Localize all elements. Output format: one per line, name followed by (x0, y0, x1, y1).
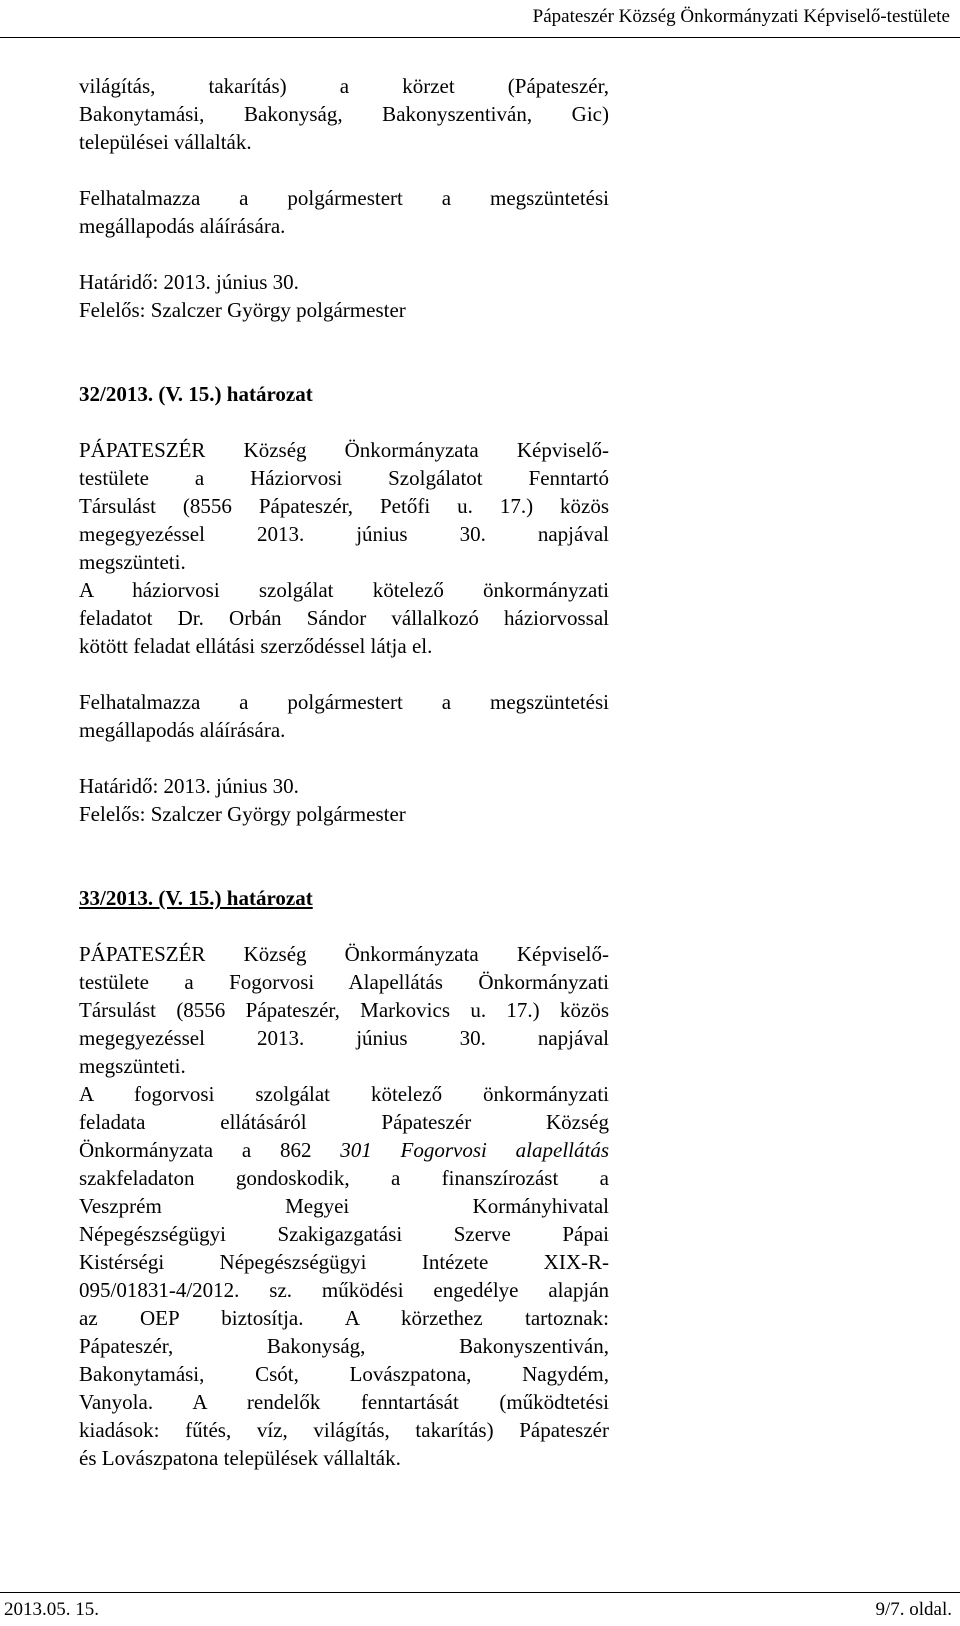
page-footer (0, 1592, 960, 1626)
text-line: feladata ellátásáról Pápateszér Község (79, 1110, 609, 1134)
text-line: PÁPATESZÉR Község Önkormányzata Képviselő- (79, 438, 609, 462)
text-line: megállapodás aláírására. (79, 214, 286, 238)
text-line: világítás, takarítás) a körzet (Pápateszér, (79, 74, 609, 98)
text-line: A háziorvosi szolgálat kötelező önkormányzati (79, 578, 609, 602)
text-line: Vanyola. A rendelők fenntartását (működtetési (79, 1390, 609, 1414)
text-line: Bakonytamási, Csót, Lovászpatona, Nagydém, (79, 1362, 609, 1386)
text-line: megegyezéssel 2013. június 30. napjával (79, 1026, 609, 1050)
text-line: az OEP biztosítja. A körzethez tartoznak: (79, 1306, 609, 1330)
text-line: Veszprém Megyei Kormányhivatal (79, 1194, 609, 1218)
page-header (0, 0, 960, 38)
text-line: Népegészségügyi Szakigazgatási Szerve Pápai (79, 1222, 609, 1246)
text-line: települései vállalták. (79, 130, 252, 154)
text-line: megszünteti. (79, 550, 186, 574)
deadline: Határidő: 2013. június 30. (79, 774, 299, 798)
text-line: Kistérségi Népegészségügyi Intézete XIX-R- (79, 1250, 609, 1274)
text-line: kötött feladat ellátási szerződéssel látja el. (79, 634, 433, 658)
resolution-heading: 33/2013. (V. 15.) határozat (79, 886, 313, 910)
italic-text: 301 Fogorvosi alapellátás (340, 1138, 609, 1162)
text-line: testülete a Fogorvosi Alapellátás Önkormányzati (79, 970, 609, 994)
responsible: Felelős: Szalczer György polgármester (79, 802, 406, 826)
text-line: kiadások: fűtés, víz, világítás, takarítás) Pápateszér (79, 1418, 609, 1442)
text-line: 095/01831-4/2012. sz. működési engedélye alapján (79, 1278, 609, 1302)
text-line: A fogorvosi szolgálat kötelező önkormányzati (79, 1082, 609, 1106)
resolution-heading: 32/2013. (V. 15.) határozat (79, 382, 313, 406)
text-line: és Lovászpatona települések vállalták. (79, 1446, 401, 1470)
document-body (79, 72, 609, 1472)
text-line: megegyezéssel 2013. június 30. napjával (79, 522, 609, 546)
page-number: 9/7. oldal. (875, 1599, 952, 1620)
text-segment: Önkormányzata a 862 (79, 1138, 341, 1162)
text-line: Felhatalmazza a polgármestert a megszüntetési (79, 690, 609, 714)
text-line: PÁPATESZÉR Község Önkormányzata Képviselő- (79, 942, 609, 966)
text-line: Felhatalmazza a polgármestert a megszüntetési (79, 186, 609, 210)
text-line: megállapodás aláírására. (79, 718, 286, 742)
text-line: testülete a Háziorvosi Szolgálatot Fenntartó (79, 466, 609, 490)
text-line: feladatot Dr. Orbán Sándor vállalkozó háziorvossal (79, 606, 609, 630)
text-line: Társulást (8556 Pápateszér, Petőfi u. 17.) közös (79, 494, 609, 518)
text-line: megszünteti. (79, 1054, 186, 1078)
text-line: Társulást (8556 Pápateszér, Markovics u. 17.) közös (79, 998, 609, 1022)
text-line (79, 1136, 609, 1164)
header-title: Pápateszér Község Önkormányzati Képviselő-testülete (532, 6, 950, 27)
deadline: Határidő: 2013. június 30. (79, 270, 299, 294)
footer-date: 2013.05. 15. (4, 1599, 99, 1620)
text-line: szakfeladaton gondoskodik, a finanszírozást a (79, 1166, 609, 1190)
text-line: Bakonytamási, Bakonyság, Bakonyszentiván, Gic) (79, 102, 609, 126)
responsible: Felelős: Szalczer György polgármester (79, 298, 406, 322)
text-line: Pápateszér, Bakonyság, Bakonyszentiván, (79, 1334, 609, 1358)
